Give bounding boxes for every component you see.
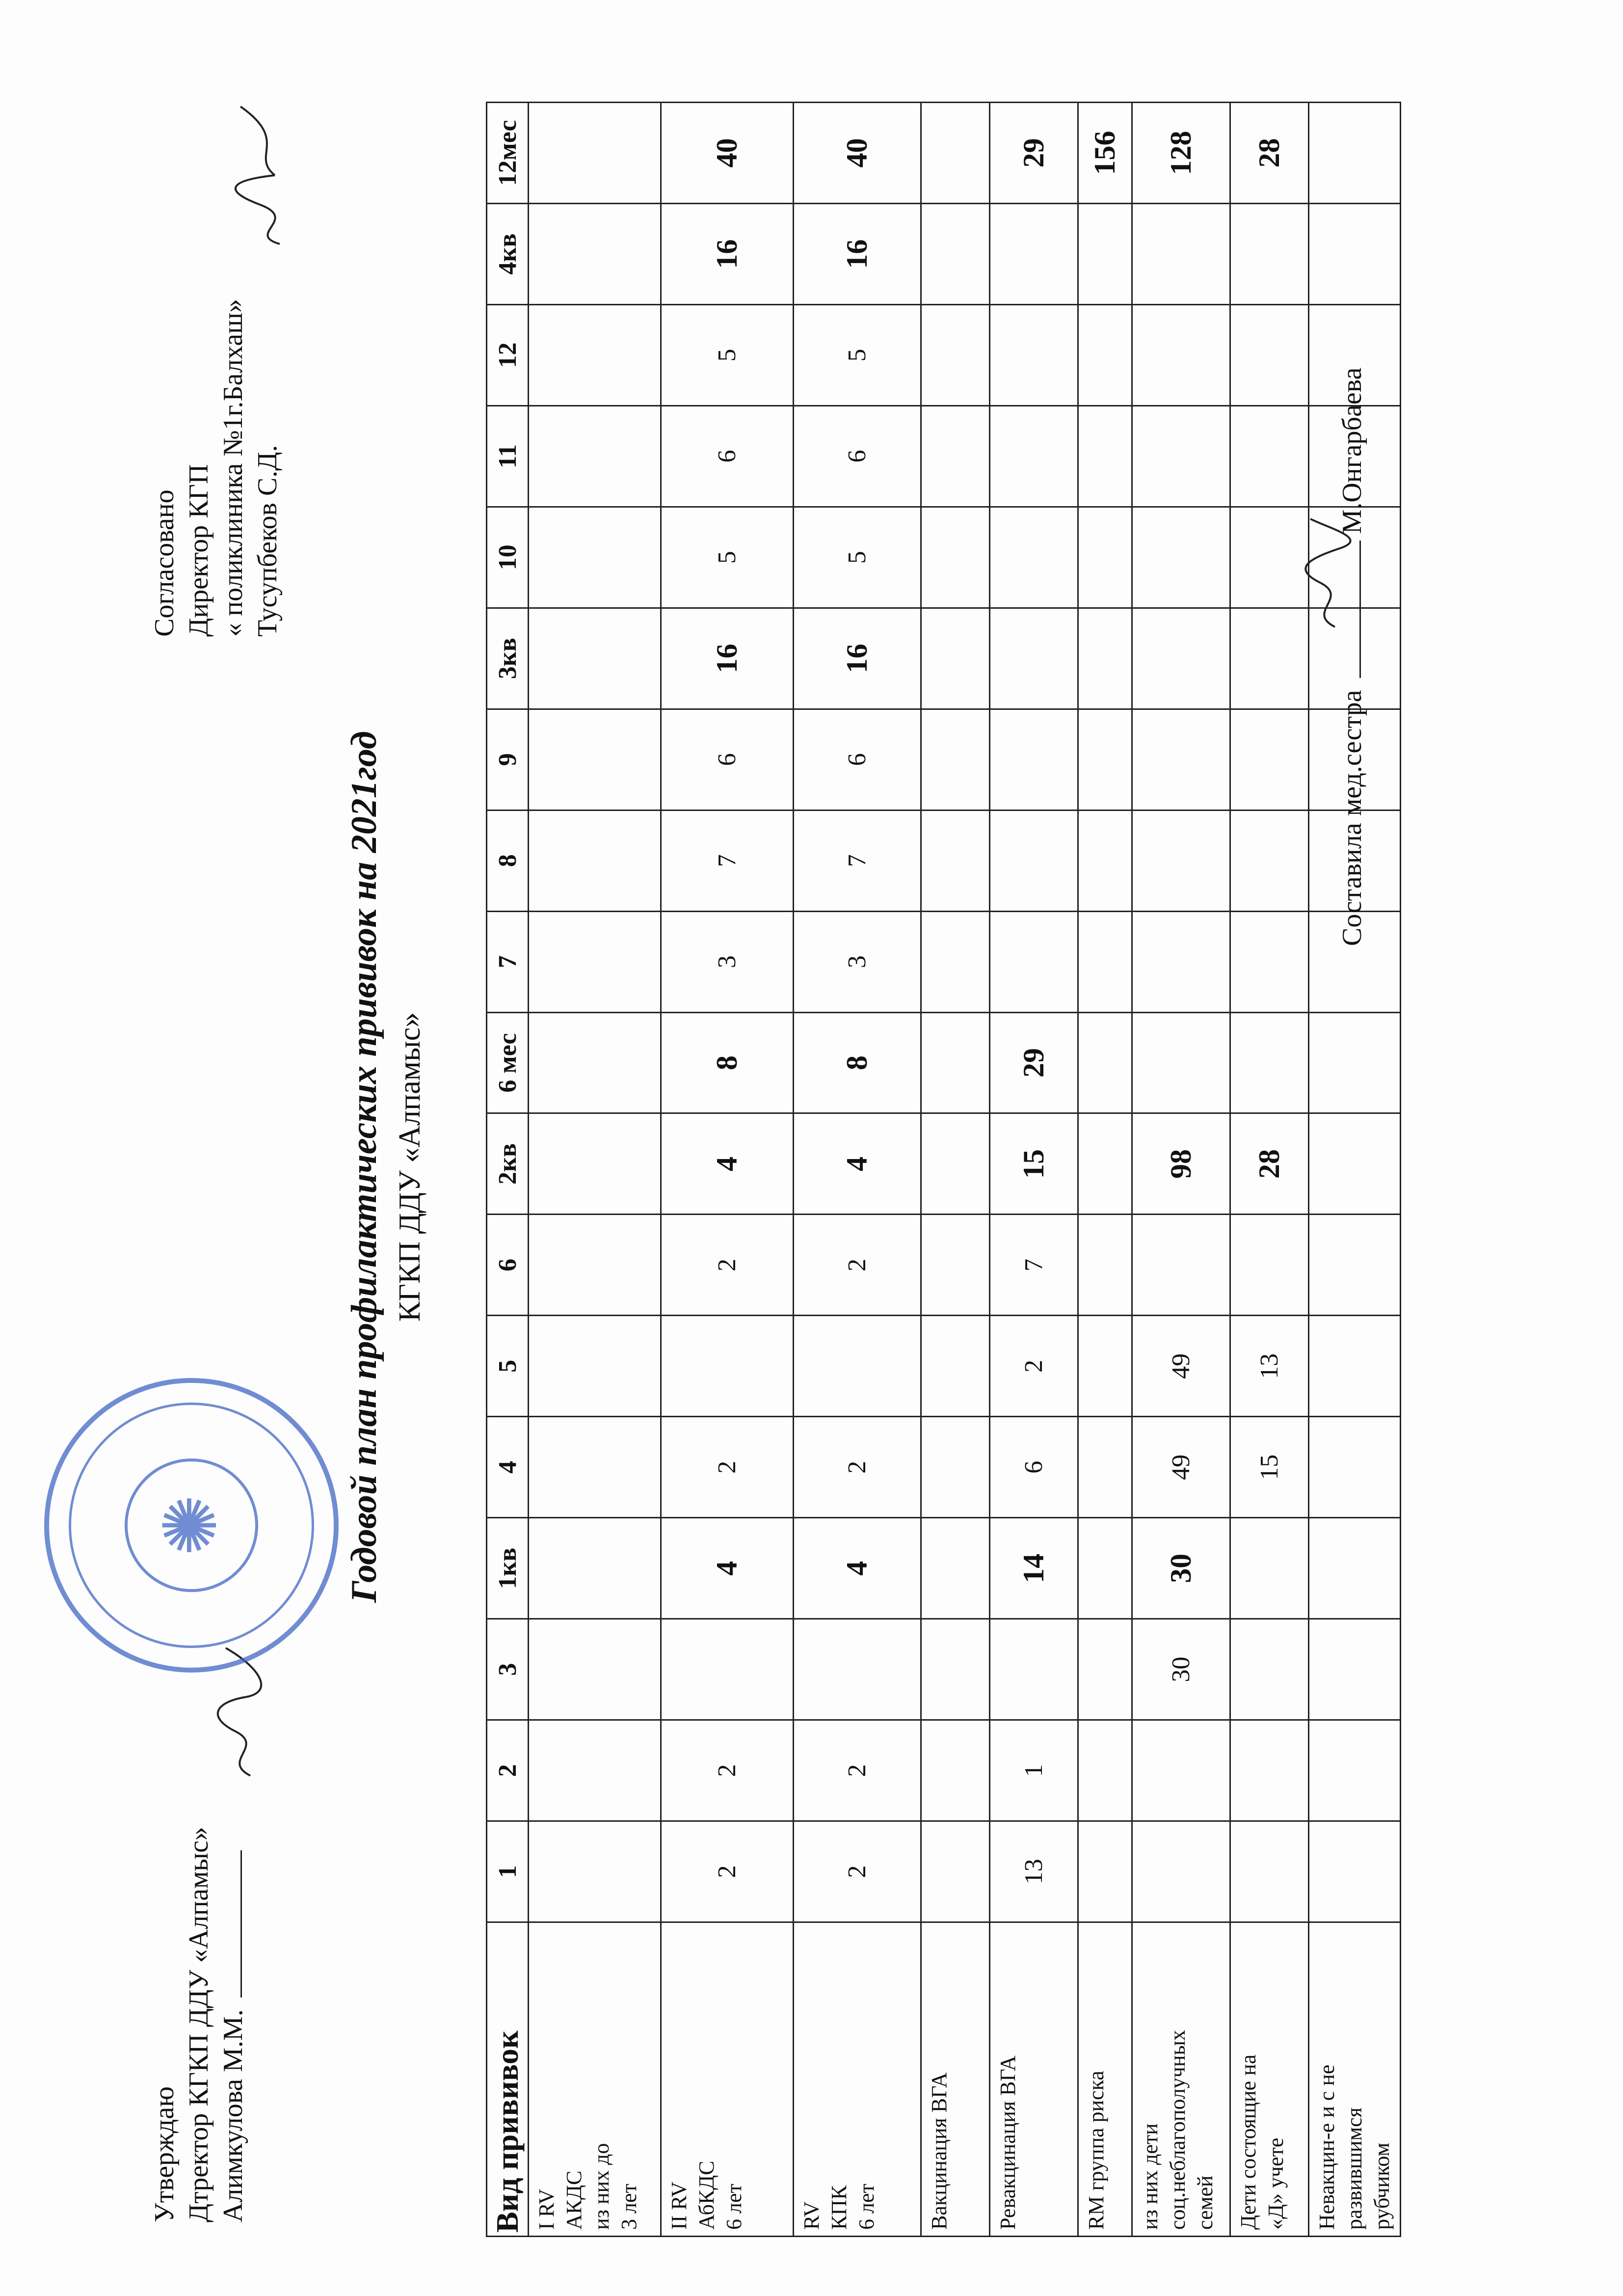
table-cell <box>990 507 1078 608</box>
table-cell: 15 <box>990 1113 1078 1215</box>
table-cell: 2 <box>794 1417 921 1518</box>
table-cell <box>1309 1215 1401 1316</box>
column-header: 1 <box>487 1821 529 1922</box>
row-label: Невакцин-е и с не развившимся рубчиком <box>1309 1922 1401 2237</box>
table-cell <box>1078 608 1132 709</box>
table-cell <box>1309 1720 1401 1821</box>
table-cell <box>1230 405 1309 507</box>
table-cell <box>990 405 1078 507</box>
table-cell <box>1132 608 1230 709</box>
table-cell: 4 <box>794 1518 921 1619</box>
organization-stamp <box>44 1378 339 1673</box>
composed-signature <box>1301 514 1355 632</box>
table-row <box>1132 103 1230 2237</box>
table-cell: 3 <box>794 911 921 1012</box>
table-cell <box>990 810 1078 911</box>
table-cell <box>1078 1619 1132 1720</box>
table-cell <box>1078 305 1132 406</box>
agree-line1: Согласовано <box>149 489 180 637</box>
column-header: 12 <box>487 305 529 406</box>
table-cell <box>1309 1316 1401 1417</box>
table-cell <box>921 810 990 911</box>
approve-signature-line <box>240 1850 242 1998</box>
table-cell <box>990 1619 1078 1720</box>
table-row <box>661 103 794 2237</box>
table-cell: 7 <box>990 1215 1078 1316</box>
table-cell <box>1230 507 1309 608</box>
approve-name: Алимкулова М.М. <box>218 2009 248 2222</box>
table-cell <box>1309 1821 1401 1922</box>
table-cell <box>529 1417 661 1518</box>
row-label: Вакцинация ВГА <box>921 1922 990 2237</box>
table-cell: 3 <box>661 911 794 1012</box>
column-header: 7 <box>487 911 529 1012</box>
table-cell: 2 <box>661 1720 794 1821</box>
table-cell <box>1230 608 1309 709</box>
row-label: II RV АбКДС 6 лет <box>661 1922 794 2237</box>
table-cell <box>921 1619 990 1720</box>
table-cell <box>1230 1821 1309 1922</box>
table-cell: 29 <box>990 103 1078 204</box>
table-cell: 40 <box>794 103 921 204</box>
table-cell <box>529 1619 661 1720</box>
table-cell <box>1230 1720 1309 1821</box>
table-cell <box>1230 911 1309 1012</box>
table-cell <box>921 709 990 810</box>
table-cell: 49 <box>1132 1316 1230 1417</box>
table-cell <box>1309 1012 1401 1113</box>
stamp-ring <box>69 1403 314 1648</box>
table-cell <box>1309 1113 1401 1215</box>
table-cell <box>794 1619 921 1720</box>
table-cell: 28 <box>1230 103 1309 204</box>
table-cell <box>1078 507 1132 608</box>
table-cell <box>1078 810 1132 911</box>
table-cell: 5 <box>794 507 921 608</box>
table-cell: 40 <box>661 103 794 204</box>
table-cell <box>529 1720 661 1821</box>
table-cell: 6 <box>661 709 794 810</box>
table-cell <box>529 405 661 507</box>
table-cell <box>1132 405 1230 507</box>
row-label: RM группа риска <box>1078 1922 1132 2237</box>
table-cell <box>1078 204 1132 305</box>
table-cell <box>1309 1518 1401 1619</box>
table-cell <box>1230 810 1309 911</box>
row-label: I RV АКДС из них до 3 лет <box>529 1922 661 2237</box>
table-cell: 16 <box>794 204 921 305</box>
table-cell <box>1309 204 1401 305</box>
table-cell: 49 <box>1132 1417 1230 1518</box>
table-cell <box>1078 1518 1132 1619</box>
table-row <box>529 103 661 2237</box>
approve-block <box>147 1827 250 2222</box>
table-cell <box>661 1316 794 1417</box>
column-header: 1кв <box>487 1518 529 1619</box>
column-header: 8 <box>487 810 529 911</box>
table-cell <box>921 1518 990 1619</box>
table-cell: 6 <box>794 405 921 507</box>
table-cell: 6 <box>990 1417 1078 1518</box>
table-cell: 6 <box>794 709 921 810</box>
table-cell <box>921 405 990 507</box>
table-row <box>794 103 921 2237</box>
table-cell <box>529 103 661 204</box>
column-header: 11 <box>487 405 529 507</box>
table-cell <box>990 709 1078 810</box>
table-cell: 14 <box>990 1518 1078 1619</box>
table-cell <box>529 1012 661 1113</box>
table-cell <box>921 1113 990 1215</box>
table-cell <box>529 1518 661 1619</box>
column-header: 2кв <box>487 1113 529 1215</box>
table-cell: 28 <box>1230 1113 1309 1215</box>
row-label: Дети состоящие на «Д» учете <box>1230 1922 1309 2237</box>
agree-line3: « поликлиника №1г.Балхаш» <box>218 298 248 637</box>
table-cell <box>1309 103 1401 204</box>
table-cell <box>1132 1215 1230 1316</box>
table-cell <box>921 911 990 1012</box>
table-cell: 2 <box>661 1215 794 1316</box>
table-cell <box>529 1215 661 1316</box>
agree-signature <box>231 102 304 249</box>
table-cell: 2 <box>794 1215 921 1316</box>
table-cell <box>1230 1012 1309 1113</box>
column-header: 6 <box>487 1215 529 1316</box>
table-cell <box>1078 911 1132 1012</box>
table-cell <box>529 507 661 608</box>
table-cell: 5 <box>794 305 921 406</box>
table-cell <box>1132 507 1230 608</box>
table-cell: 2 <box>990 1316 1078 1417</box>
row-label: RV КПК 6 лет <box>794 1922 921 2237</box>
table-cell: 2 <box>794 1720 921 1821</box>
table-cell: 8 <box>794 1012 921 1113</box>
page-subtitle: КГКП ДДУ «Алпамыс» <box>393 1012 426 1322</box>
table-header-row <box>487 103 529 2237</box>
table-cell: 7 <box>794 810 921 911</box>
table-cell <box>1230 1215 1309 1316</box>
table-row <box>921 103 990 2237</box>
column-header: 4 <box>487 1417 529 1518</box>
table-cell: 2 <box>794 1821 921 1922</box>
table-cell: 16 <box>661 608 794 709</box>
table-cell <box>921 1417 990 1518</box>
table-cell <box>1132 1012 1230 1113</box>
table-cell <box>1078 1316 1132 1417</box>
table-cell <box>1078 1215 1132 1316</box>
table-cell <box>921 1012 990 1113</box>
table-cell <box>1309 1417 1401 1518</box>
table-cell <box>921 1720 990 1821</box>
column-header: 5 <box>487 1316 529 1417</box>
table-cell <box>1230 204 1309 305</box>
table-cell: 156 <box>1078 103 1132 204</box>
table-cell: 1 <box>990 1720 1078 1821</box>
table-cell <box>1078 1720 1132 1821</box>
table-cell: 8 <box>661 1012 794 1113</box>
table-cell <box>529 608 661 709</box>
emblem-icon: ✺ <box>125 1459 258 1592</box>
approve-line2: Дтректор КГКП ДДУ «Алпамыс» <box>184 1827 214 2222</box>
table-cell <box>1078 1821 1132 1922</box>
approve-line3 <box>216 1827 250 2222</box>
table-cell <box>921 1821 990 1922</box>
table-cell: 15 <box>1230 1417 1309 1518</box>
table-cell <box>1078 1417 1132 1518</box>
table-cell: 13 <box>990 1821 1078 1922</box>
table-cell: 16 <box>661 204 794 305</box>
table-cell <box>1230 1619 1309 1720</box>
table-cell: 128 <box>1132 103 1230 204</box>
vaccination-plan-table <box>486 102 1401 2237</box>
table-cell: 98 <box>1132 1113 1230 1215</box>
header-vaccine-type: Вид прививок <box>487 1922 529 2237</box>
table-cell: 30 <box>1132 1518 1230 1619</box>
table-cell <box>921 1215 990 1316</box>
composed-name: М.Онгарбаева <box>1337 367 1367 534</box>
table-cell <box>990 305 1078 406</box>
table-cell <box>1078 405 1132 507</box>
table-cell <box>529 1316 661 1417</box>
column-header: 12мес <box>487 103 529 204</box>
table-cell <box>1230 709 1309 810</box>
table-cell: 5 <box>661 305 794 406</box>
table-cell <box>1132 810 1230 911</box>
table-cell <box>794 1316 921 1417</box>
agree-line4 <box>250 299 285 637</box>
column-header: 6 мес <box>487 1012 529 1113</box>
table-cell <box>921 608 990 709</box>
table-cell <box>990 204 1078 305</box>
table-cell <box>529 810 661 911</box>
row-label: из них дети соц.неблагополучных семей <box>1132 1922 1230 2237</box>
table-cell <box>1132 709 1230 810</box>
table-cell <box>1309 1619 1401 1720</box>
table-cell <box>1132 204 1230 305</box>
table-cell <box>661 1619 794 1720</box>
table-cell: 7 <box>661 810 794 911</box>
table-cell <box>1132 1821 1230 1922</box>
table-row <box>1230 103 1309 2237</box>
table-cell <box>1132 1720 1230 1821</box>
column-header: 4кв <box>487 204 529 305</box>
table-cell <box>1132 305 1230 406</box>
table-cell <box>921 103 990 204</box>
table-cell <box>921 305 990 406</box>
table-cell <box>1230 305 1309 406</box>
table-cell: 16 <box>794 608 921 709</box>
table-cell: 30 <box>1132 1619 1230 1720</box>
agree-name: Тусупбеков С.Д. <box>252 445 283 637</box>
page-title: Годовой план профилактических прививок на 2021год <box>344 731 384 1603</box>
table-cell <box>529 911 661 1012</box>
column-header: 2 <box>487 1720 529 1821</box>
column-header: 3кв <box>487 608 529 709</box>
table-cell <box>529 709 661 810</box>
table-cell: 29 <box>990 1012 1078 1113</box>
table-cell: 4 <box>661 1113 794 1215</box>
table-cell: 4 <box>661 1518 794 1619</box>
table-cell: 4 <box>794 1113 921 1215</box>
table-cell <box>921 507 990 608</box>
agree-line2: Директор КГП <box>184 464 214 637</box>
column-header: 9 <box>487 709 529 810</box>
table-cell <box>1078 709 1132 810</box>
table-cell <box>529 1821 661 1922</box>
table-cell <box>529 305 661 406</box>
table-cell <box>990 608 1078 709</box>
table-cell <box>529 1113 661 1215</box>
table-cell <box>921 1316 990 1417</box>
table-cell: 6 <box>661 405 794 507</box>
agree-block <box>147 299 285 637</box>
table-cell <box>921 204 990 305</box>
footer <box>1335 368 1369 946</box>
composed-signature-line <box>1359 540 1361 678</box>
table-row <box>990 103 1078 2237</box>
table-cell <box>990 911 1078 1012</box>
row-label: Ревакцинация ВГА <box>990 1922 1078 2237</box>
table-cell: 2 <box>661 1821 794 1922</box>
table-cell <box>1078 1113 1132 1215</box>
table-cell <box>1078 1012 1132 1113</box>
table-cell: 2 <box>661 1417 794 1518</box>
column-header: 10 <box>487 507 529 608</box>
composed-label: Составила мед.сестра <box>1337 690 1367 946</box>
table-cell <box>1230 1518 1309 1619</box>
table-cell: 13 <box>1230 1316 1309 1417</box>
approve-line1: Утверждаю <box>149 2086 180 2222</box>
table-cell <box>1132 911 1230 1012</box>
table-row <box>1078 103 1132 2237</box>
table-cell: 5 <box>661 507 794 608</box>
table-cell <box>529 204 661 305</box>
column-header: 3 <box>487 1619 529 1720</box>
